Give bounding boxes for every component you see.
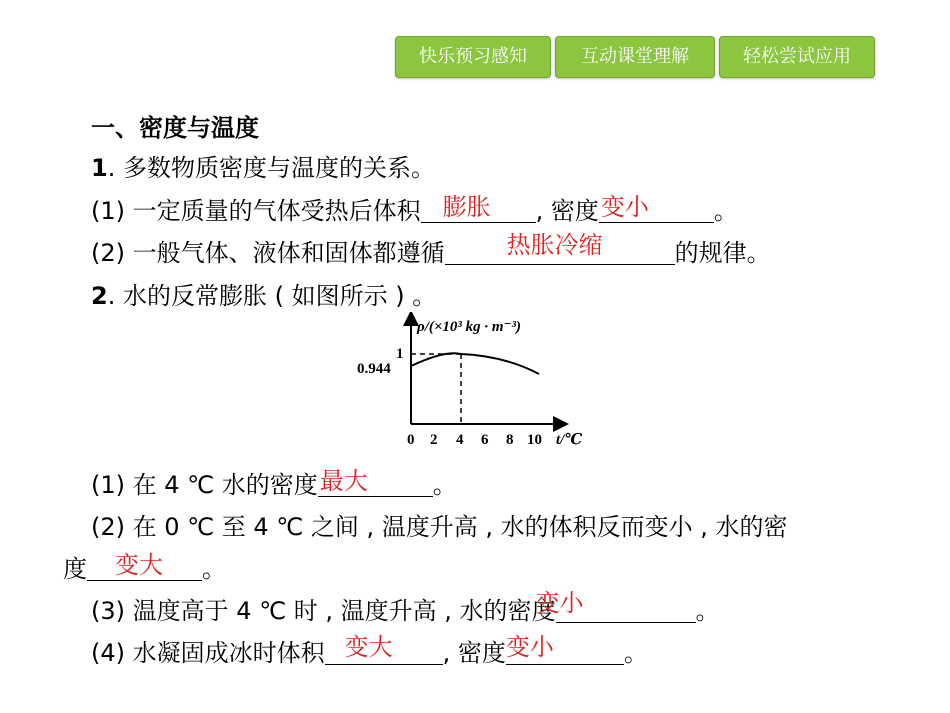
item-2-text: 水的反常膨胀 ( 如图所示 ) 。 [122,282,437,310]
y-axis-label: ρ/(×10³ kg · m⁻³) [417,319,522,335]
question-2-2-line2 [63,553,226,585]
nav-tabs [395,36,875,78]
answer-blank [421,193,536,223]
answer-text: 最大 [319,467,368,495]
answer-blank [505,633,624,665]
question-2-3-end: 。 [695,597,720,625]
tab-practice[interactable]: 轻松尝试应用 [719,36,875,78]
question-2-3 [91,589,720,627]
question-2-4-end: 。 [623,639,648,667]
item-1-number: 1 [91,154,108,182]
question-1-1-mid: , 密度 [535,197,599,225]
question-2-1 [91,469,457,501]
answer-text: 变小 [535,589,584,617]
question-2-4-mid: , 密度 [442,639,506,667]
question-2-2-end: 。 [202,555,226,583]
question-2-3-prefix: (3) 温度高于 4 ℃ 时 , 温度升高 , 水的密度 [91,597,556,625]
question-2-4 [91,633,648,669]
question-2-2-line1: (2) 在 0 ℃ 至 4 ℃ 之间 , 温度升高 , 水的体积反而变小 , 水的密 [91,513,788,541]
item-2-number: 2 [91,282,108,310]
question-1-1-prefix: (1) 一定质量的气体受热后体积 [91,197,421,225]
answer-text: 变小 [600,193,649,221]
question-1-2 [91,231,771,269]
item-2: 2. 水的反常膨胀 ( 如图所示 ) 。 [91,282,437,310]
tab-classroom[interactable]: 互动课堂理解 [555,36,715,78]
x-tick-2: 2 [430,432,438,448]
x-axis-label: t/℃ [556,432,583,448]
answer-text: 变大 [115,551,163,579]
x-tick-6: 6 [481,432,489,448]
density-curve [411,353,539,374]
question-2-1-end: 。 [432,471,457,499]
x-tick-8: 8 [506,432,514,448]
answer-text: 变小 [505,633,554,661]
question-1-2-prefix: (2) 一般气体、液体和固体都遵循 [91,239,445,267]
y-tick-1: 1 [396,346,404,362]
answer-blank [318,467,433,497]
x-tick-4: 4 [456,432,464,448]
answer-blank [87,551,202,581]
answer-blank [325,633,443,665]
question-1-1 [91,195,738,227]
question-1-2-end: 的规律。 [674,239,771,267]
density-temperature-graph [355,312,595,454]
answer-text: 膨胀 [442,193,491,221]
question-1-1-end: 。 [713,197,738,225]
x-tick-10: 10 [527,432,542,448]
tab-preview[interactable]: 快乐预习感知 [395,36,551,78]
question-2-2-prefix: 度 [63,555,87,583]
question-2-4-prefix: (4) 水凝固成冰时体积 [91,639,325,667]
answer-blank [599,193,714,223]
question-2-1-prefix: (1) 在 4 ℃ 水的密度 [91,471,318,499]
item-1: 1. 多数物质密度与温度的关系。 [91,154,435,182]
section-title: 一、密度与温度 [91,114,259,142]
answer-blank [445,231,675,265]
item-1-text: 多数物质密度与温度的关系。 [122,154,435,182]
x-tick-0: 0 [407,432,415,448]
y-tick-0944: 0.944 [357,361,391,377]
answer-text: 变大 [344,633,393,661]
answer-text: 热胀冷缩 [506,231,603,259]
answer-blank [535,589,696,623]
